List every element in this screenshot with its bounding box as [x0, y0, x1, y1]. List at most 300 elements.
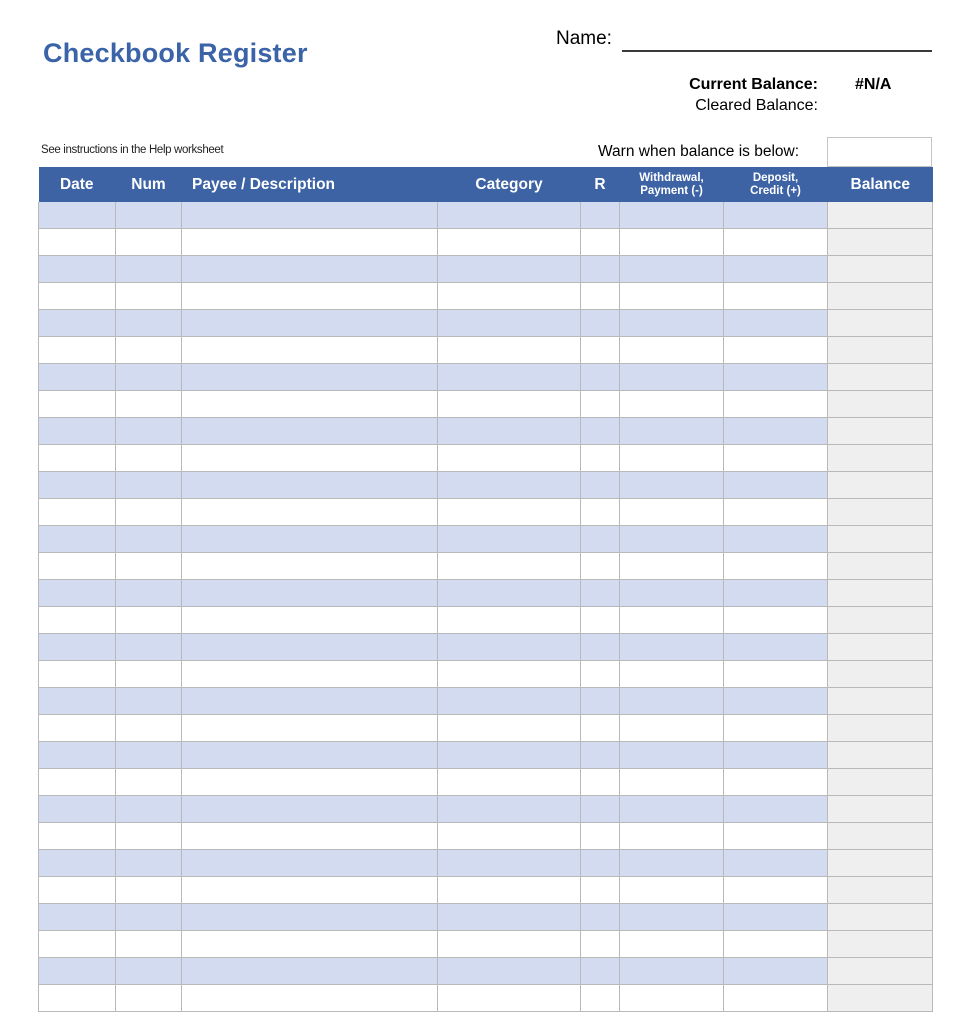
- column-header-date-line-1: Date: [59, 175, 94, 193]
- cell-balance: [828, 337, 933, 364]
- cell-num[interactable]: [116, 580, 182, 607]
- cell-r[interactable]: [581, 688, 620, 715]
- cell-withdrawal[interactable]: [620, 337, 724, 364]
- table-row[interactable]: [39, 283, 933, 310]
- cell-payee[interactable]: [182, 661, 438, 688]
- cell-deposit[interactable]: [724, 796, 828, 823]
- cell-num[interactable]: [116, 364, 182, 391]
- cell-num[interactable]: [116, 337, 182, 364]
- cell-category[interactable]: [438, 445, 581, 472]
- cell-num[interactable]: [116, 283, 182, 310]
- cell-r[interactable]: [581, 580, 620, 607]
- cell-r[interactable]: [581, 742, 620, 769]
- cell-deposit[interactable]: [724, 904, 828, 931]
- cell-num[interactable]: [116, 229, 182, 256]
- cell-category[interactable]: [438, 229, 581, 256]
- cell-balance: [828, 715, 933, 742]
- cell-num[interactable]: [116, 256, 182, 283]
- cell-deposit[interactable]: [724, 769, 828, 796]
- cell-date[interactable]: [39, 526, 116, 553]
- cell-num[interactable]: [116, 607, 182, 634]
- cell-r[interactable]: [581, 202, 620, 229]
- cell-date[interactable]: [39, 634, 116, 661]
- cell-deposit[interactable]: [724, 823, 828, 850]
- name-input[interactable]: [622, 28, 932, 52]
- cell-withdrawal[interactable]: [620, 256, 724, 283]
- cell-category[interactable]: [438, 715, 581, 742]
- cell-date[interactable]: [39, 283, 116, 310]
- cell-category[interactable]: [438, 904, 581, 931]
- cell-category[interactable]: [438, 499, 581, 526]
- cell-balance: [828, 877, 933, 904]
- cell-num[interactable]: [116, 904, 182, 931]
- name-field-group: [556, 28, 932, 54]
- cell-payee[interactable]: [182, 688, 438, 715]
- cell-num[interactable]: [116, 202, 182, 229]
- table-row[interactable]: [39, 256, 933, 283]
- cell-category[interactable]: [438, 850, 581, 877]
- cell-withdrawal[interactable]: [620, 364, 724, 391]
- cell-category[interactable]: [438, 391, 581, 418]
- table-row[interactable]: [39, 229, 933, 256]
- table-row[interactable]: [39, 715, 933, 742]
- cell-date[interactable]: [39, 688, 116, 715]
- cell-category[interactable]: [438, 364, 581, 391]
- cell-deposit[interactable]: [724, 283, 828, 310]
- cell-date[interactable]: [39, 742, 116, 769]
- cell-num[interactable]: [116, 985, 182, 1012]
- current-balance-label: Current Balance:: [689, 76, 818, 93]
- cell-category[interactable]: [438, 742, 581, 769]
- table-header-row: [39, 167, 933, 202]
- cell-r[interactable]: [581, 364, 620, 391]
- table-row[interactable]: [39, 526, 933, 553]
- cell-payee[interactable]: [182, 472, 438, 499]
- cell-payee[interactable]: [182, 418, 438, 445]
- cell-r[interactable]: [581, 877, 620, 904]
- cell-balance: [828, 256, 933, 283]
- cell-category[interactable]: [438, 283, 581, 310]
- table-row[interactable]: [39, 310, 933, 337]
- cell-withdrawal[interactable]: [620, 526, 724, 553]
- cell-payee[interactable]: [182, 391, 438, 418]
- cell-payee[interactable]: [182, 742, 438, 769]
- table-row[interactable]: [39, 769, 933, 796]
- cell-num[interactable]: [116, 499, 182, 526]
- cell-r[interactable]: [581, 391, 620, 418]
- cell-deposit[interactable]: [724, 580, 828, 607]
- cell-num[interactable]: [116, 769, 182, 796]
- cell-num[interactable]: [116, 472, 182, 499]
- cell-balance: [828, 526, 933, 553]
- cell-balance: [828, 823, 933, 850]
- cell-category[interactable]: [438, 256, 581, 283]
- cell-r[interactable]: [581, 337, 620, 364]
- cell-deposit[interactable]: [724, 364, 828, 391]
- cell-date[interactable]: [39, 553, 116, 580]
- cell-category[interactable]: [438, 958, 581, 985]
- cell-payee[interactable]: [182, 526, 438, 553]
- table-row[interactable]: [39, 985, 933, 1012]
- cell-r[interactable]: [581, 850, 620, 877]
- cell-num[interactable]: [116, 796, 182, 823]
- cell-r[interactable]: [581, 256, 620, 283]
- cell-deposit[interactable]: [724, 256, 828, 283]
- cell-r[interactable]: [581, 418, 620, 445]
- table-row[interactable]: [39, 634, 933, 661]
- cell-payee[interactable]: [182, 877, 438, 904]
- cell-deposit[interactable]: [724, 715, 828, 742]
- cell-payee[interactable]: [182, 985, 438, 1012]
- cell-date[interactable]: [39, 931, 116, 958]
- cell-withdrawal[interactable]: [620, 715, 724, 742]
- cell-r[interactable]: [581, 499, 620, 526]
- cell-date[interactable]: [39, 769, 116, 796]
- cell-num[interactable]: [116, 823, 182, 850]
- cell-payee[interactable]: [182, 445, 438, 472]
- table-row[interactable]: [39, 931, 933, 958]
- cell-num[interactable]: [116, 391, 182, 418]
- cell-withdrawal[interactable]: [620, 553, 724, 580]
- warn-threshold-label: Warn when balance is below:: [598, 143, 800, 160]
- cell-date[interactable]: [39, 850, 116, 877]
- column-header-withdrawal-line-1: Withdrawal,: [639, 171, 704, 184]
- cell-category[interactable]: [438, 202, 581, 229]
- cell-category[interactable]: [438, 310, 581, 337]
- column-header-num[interactable]: [116, 167, 182, 202]
- cell-balance: [828, 931, 933, 958]
- column-header-payee[interactable]: [182, 167, 438, 202]
- cell-withdrawal[interactable]: [620, 904, 724, 931]
- cell-withdrawal[interactable]: [620, 688, 724, 715]
- cell-num[interactable]: [116, 661, 182, 688]
- cell-withdrawal[interactable]: [620, 472, 724, 499]
- cell-withdrawal[interactable]: [620, 796, 724, 823]
- cell-r[interactable]: [581, 715, 620, 742]
- cell-deposit[interactable]: [724, 877, 828, 904]
- page-title: Checkbook Register: [43, 38, 308, 68]
- cell-deposit[interactable]: [724, 499, 828, 526]
- cell-num[interactable]: [116, 418, 182, 445]
- cell-num[interactable]: [116, 445, 182, 472]
- cell-num[interactable]: [116, 715, 182, 742]
- table-row[interactable]: [39, 580, 933, 607]
- cell-date[interactable]: [39, 472, 116, 499]
- cell-num[interactable]: [116, 688, 182, 715]
- cell-withdrawal[interactable]: [620, 985, 724, 1012]
- cell-withdrawal[interactable]: [620, 499, 724, 526]
- cell-withdrawal[interactable]: [620, 229, 724, 256]
- cell-r[interactable]: [581, 823, 620, 850]
- table-row[interactable]: [39, 850, 933, 877]
- cell-deposit[interactable]: [724, 958, 828, 985]
- cell-deposit[interactable]: [724, 634, 828, 661]
- cell-balance: [828, 958, 933, 985]
- cell-withdrawal[interactable]: [620, 202, 724, 229]
- cell-r[interactable]: [581, 553, 620, 580]
- cell-date[interactable]: [39, 202, 116, 229]
- warn-threshold-input[interactable]: [827, 137, 932, 167]
- cell-balance: [828, 580, 933, 607]
- cell-balance: [828, 391, 933, 418]
- table-row[interactable]: [39, 553, 933, 580]
- cell-num[interactable]: [116, 850, 182, 877]
- cell-payee[interactable]: [182, 580, 438, 607]
- cell-r[interactable]: [581, 445, 620, 472]
- cell-balance: [828, 985, 933, 1012]
- table-row[interactable]: [39, 607, 933, 634]
- table-row[interactable]: [39, 904, 933, 931]
- cell-date[interactable]: [39, 958, 116, 985]
- column-header-deposit-line-2: Credit (+): [750, 184, 801, 197]
- cell-payee[interactable]: [182, 769, 438, 796]
- cell-payee[interactable]: [182, 931, 438, 958]
- cell-date[interactable]: [39, 715, 116, 742]
- cell-date[interactable]: [39, 337, 116, 364]
- cell-withdrawal[interactable]: [620, 877, 724, 904]
- cell-balance: [828, 850, 933, 877]
- column-header-category[interactable]: [438, 167, 581, 202]
- cell-deposit[interactable]: [724, 931, 828, 958]
- table-row[interactable]: [39, 418, 933, 445]
- cell-r[interactable]: [581, 958, 620, 985]
- table-row[interactable]: [39, 742, 933, 769]
- column-header-r-line-1: R: [594, 175, 606, 193]
- cell-withdrawal[interactable]: [620, 769, 724, 796]
- cell-withdrawal[interactable]: [620, 418, 724, 445]
- cell-balance: [828, 310, 933, 337]
- cell-num[interactable]: [116, 742, 182, 769]
- table-row[interactable]: [39, 688, 933, 715]
- column-header-payee-line-1: Payee / Description: [192, 175, 336, 193]
- cell-balance: [828, 499, 933, 526]
- cell-r[interactable]: [581, 661, 620, 688]
- cleared-balance-row: [560, 95, 932, 116]
- table-row[interactable]: [39, 391, 933, 418]
- cell-date[interactable]: [39, 256, 116, 283]
- cell-deposit[interactable]: [724, 202, 828, 229]
- cell-category[interactable]: [438, 688, 581, 715]
- cell-balance: [828, 445, 933, 472]
- cell-category[interactable]: [438, 580, 581, 607]
- cell-date[interactable]: [39, 796, 116, 823]
- cell-deposit[interactable]: [724, 553, 828, 580]
- cell-withdrawal[interactable]: [620, 283, 724, 310]
- balance-summary: [560, 74, 932, 116]
- cell-r[interactable]: [581, 472, 620, 499]
- table-row[interactable]: [39, 796, 933, 823]
- cell-payee[interactable]: [182, 202, 438, 229]
- current-balance-value: #N/A: [855, 76, 892, 93]
- cell-withdrawal[interactable]: [620, 310, 724, 337]
- cell-date[interactable]: [39, 310, 116, 337]
- cell-balance: [828, 688, 933, 715]
- column-header-category-line-1: Category: [475, 175, 543, 193]
- cell-r[interactable]: [581, 904, 620, 931]
- column-header-balance[interactable]: [828, 167, 933, 202]
- cell-num[interactable]: [116, 958, 182, 985]
- cell-deposit[interactable]: [724, 445, 828, 472]
- table-row[interactable]: [39, 445, 933, 472]
- cell-withdrawal[interactable]: [620, 958, 724, 985]
- cell-balance: [828, 472, 933, 499]
- cell-category[interactable]: [438, 769, 581, 796]
- cell-num[interactable]: [116, 634, 182, 661]
- cell-date[interactable]: [39, 445, 116, 472]
- cell-payee[interactable]: [182, 256, 438, 283]
- cell-balance: [828, 769, 933, 796]
- cell-withdrawal[interactable]: [620, 661, 724, 688]
- cell-category[interactable]: [438, 877, 581, 904]
- cell-deposit[interactable]: [724, 526, 828, 553]
- cell-payee[interactable]: [182, 607, 438, 634]
- cell-deposit[interactable]: [724, 229, 828, 256]
- cell-num[interactable]: [116, 526, 182, 553]
- cleared-balance-label: Cleared Balance:: [695, 97, 818, 114]
- cell-payee[interactable]: [182, 310, 438, 337]
- cell-num[interactable]: [116, 877, 182, 904]
- cell-payee[interactable]: [182, 337, 438, 364]
- table-row[interactable]: [39, 958, 933, 985]
- cell-date[interactable]: [39, 580, 116, 607]
- cell-category[interactable]: [438, 796, 581, 823]
- cell-payee[interactable]: [182, 904, 438, 931]
- table-row[interactable]: [39, 823, 933, 850]
- cell-date[interactable]: [39, 607, 116, 634]
- current-balance-row: [560, 74, 932, 95]
- cell-category[interactable]: [438, 607, 581, 634]
- cell-payee[interactable]: [182, 634, 438, 661]
- cell-deposit[interactable]: [724, 418, 828, 445]
- cell-r[interactable]: [581, 526, 620, 553]
- table-row[interactable]: [39, 472, 933, 499]
- cell-payee[interactable]: [182, 364, 438, 391]
- cell-date[interactable]: [39, 418, 116, 445]
- cell-r[interactable]: [581, 283, 620, 310]
- cell-r[interactable]: [581, 796, 620, 823]
- cell-date[interactable]: [39, 364, 116, 391]
- cell-date[interactable]: [39, 877, 116, 904]
- cell-withdrawal[interactable]: [620, 823, 724, 850]
- table-row[interactable]: [39, 661, 933, 688]
- cell-balance: [828, 661, 933, 688]
- cell-date[interactable]: [39, 499, 116, 526]
- cell-withdrawal[interactable]: [620, 850, 724, 877]
- table-row[interactable]: [39, 499, 933, 526]
- cell-num[interactable]: [116, 931, 182, 958]
- cell-payee[interactable]: [182, 823, 438, 850]
- table-body: [39, 202, 933, 1012]
- table-row[interactable]: [39, 337, 933, 364]
- cell-payee[interactable]: [182, 958, 438, 985]
- cell-payee[interactable]: [182, 715, 438, 742]
- cell-deposit[interactable]: [724, 607, 828, 634]
- table-row[interactable]: [39, 202, 933, 229]
- cell-category[interactable]: [438, 661, 581, 688]
- cell-category[interactable]: [438, 526, 581, 553]
- cell-deposit[interactable]: [724, 985, 828, 1012]
- cell-r[interactable]: [581, 229, 620, 256]
- cell-payee[interactable]: [182, 553, 438, 580]
- cell-balance: [828, 607, 933, 634]
- cell-category[interactable]: [438, 985, 581, 1012]
- cell-category[interactable]: [438, 931, 581, 958]
- cell-balance: [828, 634, 933, 661]
- cell-category[interactable]: [438, 634, 581, 661]
- cell-deposit[interactable]: [724, 688, 828, 715]
- cell-date[interactable]: [39, 823, 116, 850]
- cell-withdrawal[interactable]: [620, 634, 724, 661]
- cell-r[interactable]: [581, 310, 620, 337]
- cell-date[interactable]: [39, 391, 116, 418]
- name-label: Name:: [556, 28, 612, 49]
- cell-payee[interactable]: [182, 283, 438, 310]
- column-header-deposit-line-1: Deposit,: [752, 171, 799, 184]
- table-row[interactable]: [39, 364, 933, 391]
- cell-date[interactable]: [39, 985, 116, 1012]
- cell-payee[interactable]: [182, 229, 438, 256]
- cell-withdrawal[interactable]: [620, 445, 724, 472]
- cell-withdrawal[interactable]: [620, 742, 724, 769]
- cell-balance: [828, 742, 933, 769]
- cell-num[interactable]: [116, 553, 182, 580]
- table-row[interactable]: [39, 877, 933, 904]
- column-header-withdrawal[interactable]: [620, 167, 724, 202]
- cell-balance: [828, 418, 933, 445]
- cell-category[interactable]: [438, 823, 581, 850]
- cell-date[interactable]: [39, 661, 116, 688]
- cell-date[interactable]: [39, 904, 116, 931]
- checkbook-register-table: [38, 167, 933, 1012]
- cell-category[interactable]: [438, 418, 581, 445]
- cell-balance: [828, 796, 933, 823]
- cell-withdrawal[interactable]: [620, 607, 724, 634]
- cell-withdrawal[interactable]: [620, 931, 724, 958]
- cell-balance: [828, 202, 933, 229]
- cell-deposit[interactable]: [724, 337, 828, 364]
- cell-r[interactable]: [581, 607, 620, 634]
- cell-date[interactable]: [39, 229, 116, 256]
- cell-balance: [828, 364, 933, 391]
- cell-deposit[interactable]: [724, 850, 828, 877]
- cell-r[interactable]: [581, 931, 620, 958]
- column-header-date[interactable]: [39, 167, 116, 202]
- cell-balance: [828, 904, 933, 931]
- cell-balance: [828, 229, 933, 256]
- cell-payee[interactable]: [182, 499, 438, 526]
- cell-deposit[interactable]: [724, 391, 828, 418]
- cell-r[interactable]: [581, 769, 620, 796]
- cell-category[interactable]: [438, 553, 581, 580]
- cell-category[interactable]: [438, 337, 581, 364]
- cell-deposit[interactable]: [724, 310, 828, 337]
- cell-deposit[interactable]: [724, 661, 828, 688]
- cell-withdrawal[interactable]: [620, 580, 724, 607]
- column-header-withdrawal-line-2: Payment (-): [640, 184, 703, 197]
- help-instructions-note: See instructions in the Help worksheet: [41, 144, 224, 156]
- cell-category[interactable]: [438, 472, 581, 499]
- cell-num[interactable]: [116, 310, 182, 337]
- cell-r[interactable]: [581, 634, 620, 661]
- cell-deposit[interactable]: [724, 742, 828, 769]
- cell-payee[interactable]: [182, 796, 438, 823]
- cell-withdrawal[interactable]: [620, 391, 724, 418]
- cell-deposit[interactable]: [724, 472, 828, 499]
- cell-r[interactable]: [581, 985, 620, 1012]
- column-header-deposit[interactable]: [724, 167, 828, 202]
- cell-payee[interactable]: [182, 850, 438, 877]
- column-header-r[interactable]: [581, 167, 620, 202]
